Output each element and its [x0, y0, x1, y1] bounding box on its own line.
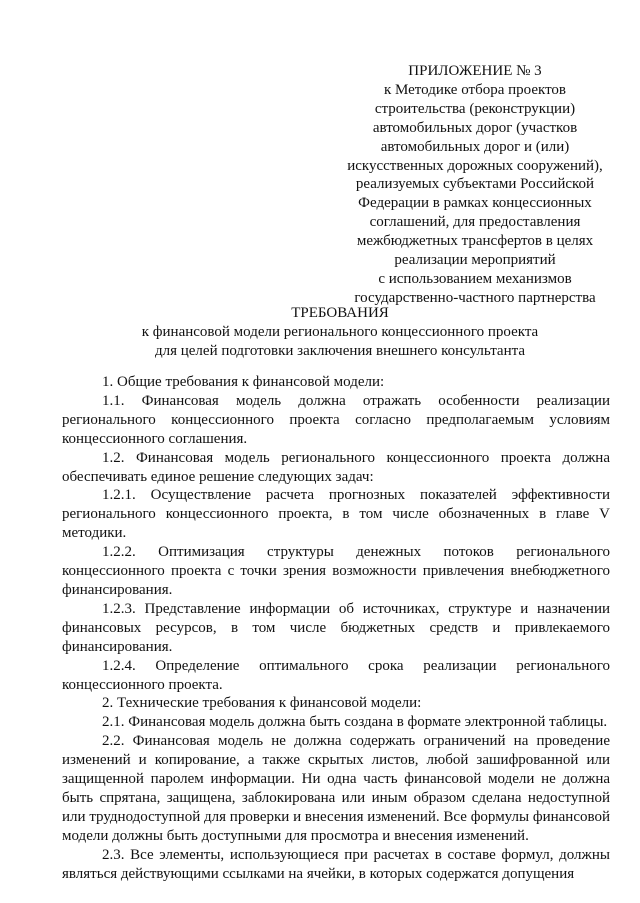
document-body [62, 373, 610, 883]
appendix-line: Федерации в рамках концессионных [358, 195, 592, 212]
appendix-line: строительства (реконструкции) [374, 100, 576, 117]
appendix-line: реализуемых субъектами Российской [355, 176, 595, 193]
appendix-line: реализации мероприятий [394, 252, 556, 269]
paragraph: 2.1. Финансовая модель должна быть создана в формате электронной таблицы. [102, 714, 608, 731]
paragraph: 2.3. Все элементы, использующиеся при расчетах в составе формул, должны являться действующими ссылками на ячейки, в которых содержатся допущения [62, 846, 610, 882]
paragraph: 2.2. Финансовая модель не должна содержать ограничений на проведение изменений и копирование, а также скрытых листов, любой зашифрованной или защищенной паролем информации. Ни одна часть финансовой модели не должна быть спрятана, защищена, заблокирована или иным образом сделана недоступной или труднодоступной для проверки и внесения изменений. Все формулы финансовой модели должны быть доступными для просмотра и внесения изменений. [62, 733, 610, 844]
appendix-line: межбюджетных трансфертов в целях [356, 233, 594, 250]
paragraph: 1.2.4. Определение оптимального срока реализации регионального концессионного проекта. [62, 657, 610, 693]
section-heading: 1. Общие требования к финансовой модели: [102, 374, 385, 390]
appendix-line: искусственных дорожных сооружений), [347, 157, 603, 174]
paragraph: 1.1. Финансовая модель должна отражать особенности реализации регионального концессионного проекта согласно предполагаемым условиям концессионного соглашения. [62, 392, 610, 447]
title-heading: ТРЕБОВАНИЯ [291, 305, 389, 321]
appendix-line: с использованием механизмов [378, 270, 572, 287]
appendix-header [340, 62, 610, 308]
title-subtitle: для целей подготовки заключения внешнего консультанта [154, 342, 526, 359]
appendix-line: соглашений, для предоставления [369, 214, 581, 231]
appendix-line: государственно-частного партнерства [354, 289, 596, 306]
section-heading: 2. Технические требования к финансовой модели: [102, 695, 422, 712]
paragraph: 1.2.1. Осуществление расчета прогнозных показателей эффективности регионального концессионного проекта, в том числе обозначенных в главе V методики. [62, 487, 610, 542]
paragraph: 1.2. Финансовая модель регионального концессионного проекта должна обеспечивать единое решение следующих задач: [62, 449, 610, 485]
paragraph: 1.2.3. Представление информации об источниках, структуре и назначении финансовых ресурсов, в том числе бюджетных средств и привлекаемого финансирования. [62, 600, 610, 655]
document-title [70, 304, 610, 361]
appendix-number: ПРИЛОЖЕНИЕ № 3 [408, 63, 542, 79]
title-subtitle: к финансовой модели регионального концессионного проекта [141, 323, 539, 340]
appendix-line: к Методике отбора проектов [383, 81, 567, 98]
appendix-line: автомобильных дорог (участков [372, 119, 578, 136]
appendix-line: автомобильных дорог и (или) [380, 138, 570, 155]
paragraph: 1.2.2. Оптимизация структуры денежных потоков регионального концессионного проекта с точки зрения возможности привлечения внебюджетного финансирования. [62, 544, 610, 598]
